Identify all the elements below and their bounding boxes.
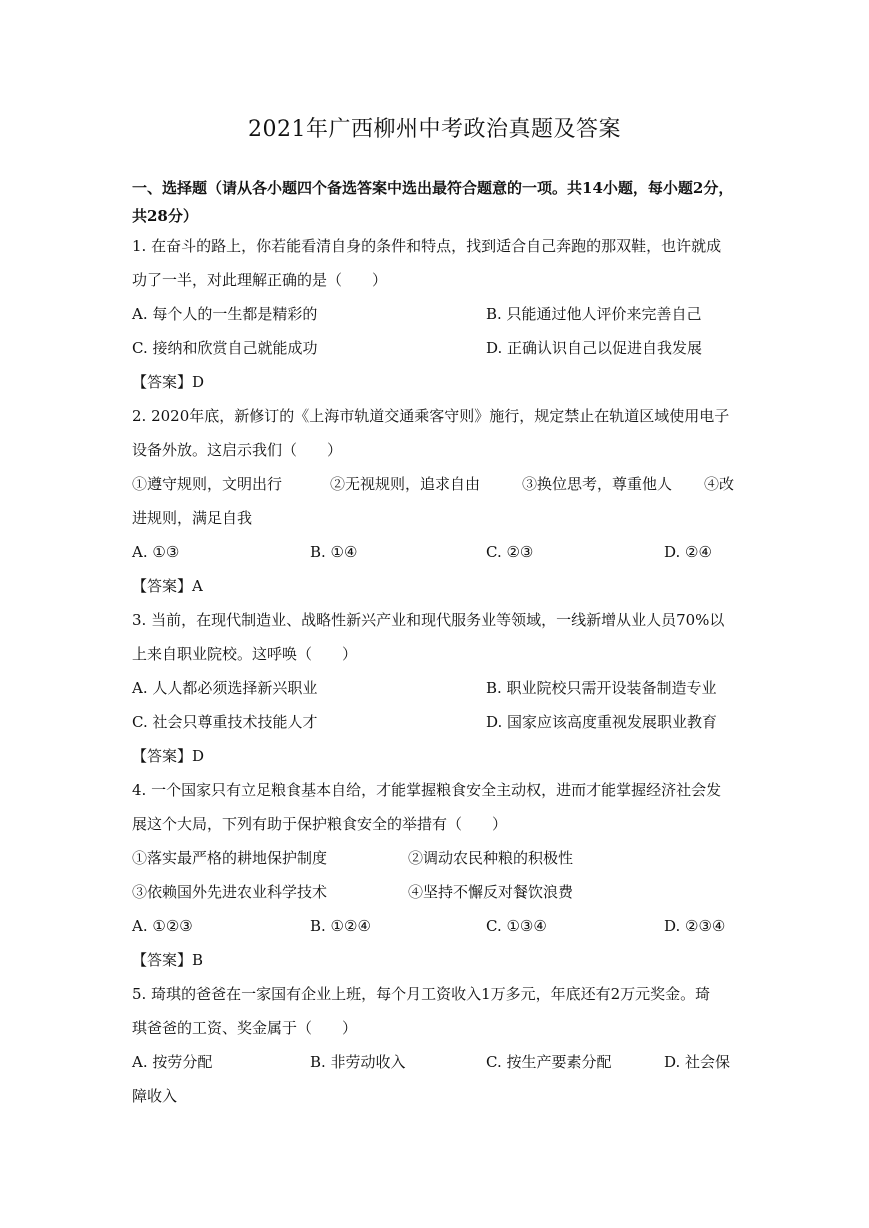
q1-stem-line-1: 1. 在奋斗的路上，你若能看清自身的条件和特点，找到适合自己奔跑的那双鞋，也许就成 [132,237,722,255]
q3-stem-line-2: 上来自职业院校。这呼唤（ ） [132,645,358,663]
q2-item-4-end: 进规则，满足自我 [132,509,253,527]
q1-option-a: A. 每个人的一生都是精彩的 [132,305,318,323]
q1-option-d: D. 正确认识自己以促进自我发展 [486,339,703,357]
q2-item-4-start: ④改 [704,475,735,493]
q5-option-d-continued: 障收入 [132,1087,178,1105]
q3-answer: 【答案】D [132,747,205,765]
q2-item-3: ③换位思考，尊重他人 [522,475,673,493]
q3-option-b: B. 职业院校只需开设装备制造专业 [486,679,717,697]
q4-item-2: ②调动农民种粮的积极性 [408,849,574,867]
q4-option-c: C. ①③④ [486,917,547,935]
q3-option-a: A. 人人都必须选择新兴职业 [132,679,318,697]
q4-answer: 【答案】B [132,951,204,969]
q5-stem-line-1: 5. 琦琪的爸爸在一家国有企业上班，每个月工资收入1万多元，年底还有2万元奖金。琦 [132,985,711,1003]
q3-option-c: C. 社会只尊重技术技能人才 [132,713,318,731]
q2-option-b: B. ①④ [310,543,358,561]
q4-stem-line-2: 展这个大局，下列有助于保护粮食安全的举措有（ ） [132,815,508,833]
q1-option-c: C. 接纳和欣赏自己就能成功 [132,339,318,357]
q2-item-1: ①遵守规则，文明出行 [132,475,283,493]
document-title: 2021年广西柳州中考政治真题及答案 [248,117,621,142]
q4-item-3: ③依赖国外先进农业科学技术 [132,883,328,901]
q4-stem-line-1: 4. 一个国家只有立足粮食基本自给，才能掌握粮食安全主动权，进而才能掌握经济社会发 [132,781,722,799]
q4-option-d: D. ②③④ [664,917,726,935]
q2-answer: 【答案】A [132,577,203,595]
q5-option-d: D. 社会保 [664,1053,731,1071]
q1-option-b: B. 只能通过他人评价来完善自己 [486,305,702,323]
q2-option-c: C. ②③ [486,543,534,561]
q4-option-a: A. ①②③ [132,917,193,935]
q2-stem-line-1: 2. 2020年底，新修订的《上海市轨道交通乘客守则》施行，规定禁止在轨道区域使用电子 [132,407,730,425]
q3-option-d: D. 国家应该高度重视发展职业教育 [486,713,718,731]
section-heading-line-1: 一、选择题（请从各小题四个备选答案中选出最符合题意的一项。共14小题，每小题2分， [132,179,734,197]
q4-item-1: ①落实最严格的耕地保护制度 [132,849,328,867]
q2-item-2: ②无视规则，追求自由 [330,475,481,493]
q4-item-4: ④坚持不懈反对餐饮浪费 [408,883,574,901]
q5-option-c: C. 按生产要素分配 [486,1053,612,1071]
section-heading-line-2: 共28分） [132,207,198,225]
q2-option-d: D. ②④ [664,543,712,561]
q4-option-b: B. ①②④ [310,917,371,935]
q2-stem-line-2: 设备外放。这启示我们（ ） [132,441,343,459]
q1-answer: 【答案】D [132,373,205,391]
q3-stem-line-1: 3. 当前，在现代制造业、战略性新兴产业和现代服务业等领域，一线新增从业人员70%以 [132,611,725,629]
q5-stem-line-2: 琪爸爸的工资、奖金属于（ ） [132,1019,358,1037]
q2-option-a: A. ①③ [132,543,180,561]
q5-option-a: A. 按劳分配 [132,1053,213,1071]
q1-stem-line-2: 功了一半，对此理解正确的是（ ） [132,271,388,289]
q5-option-b: B. 非劳动收入 [310,1053,406,1071]
